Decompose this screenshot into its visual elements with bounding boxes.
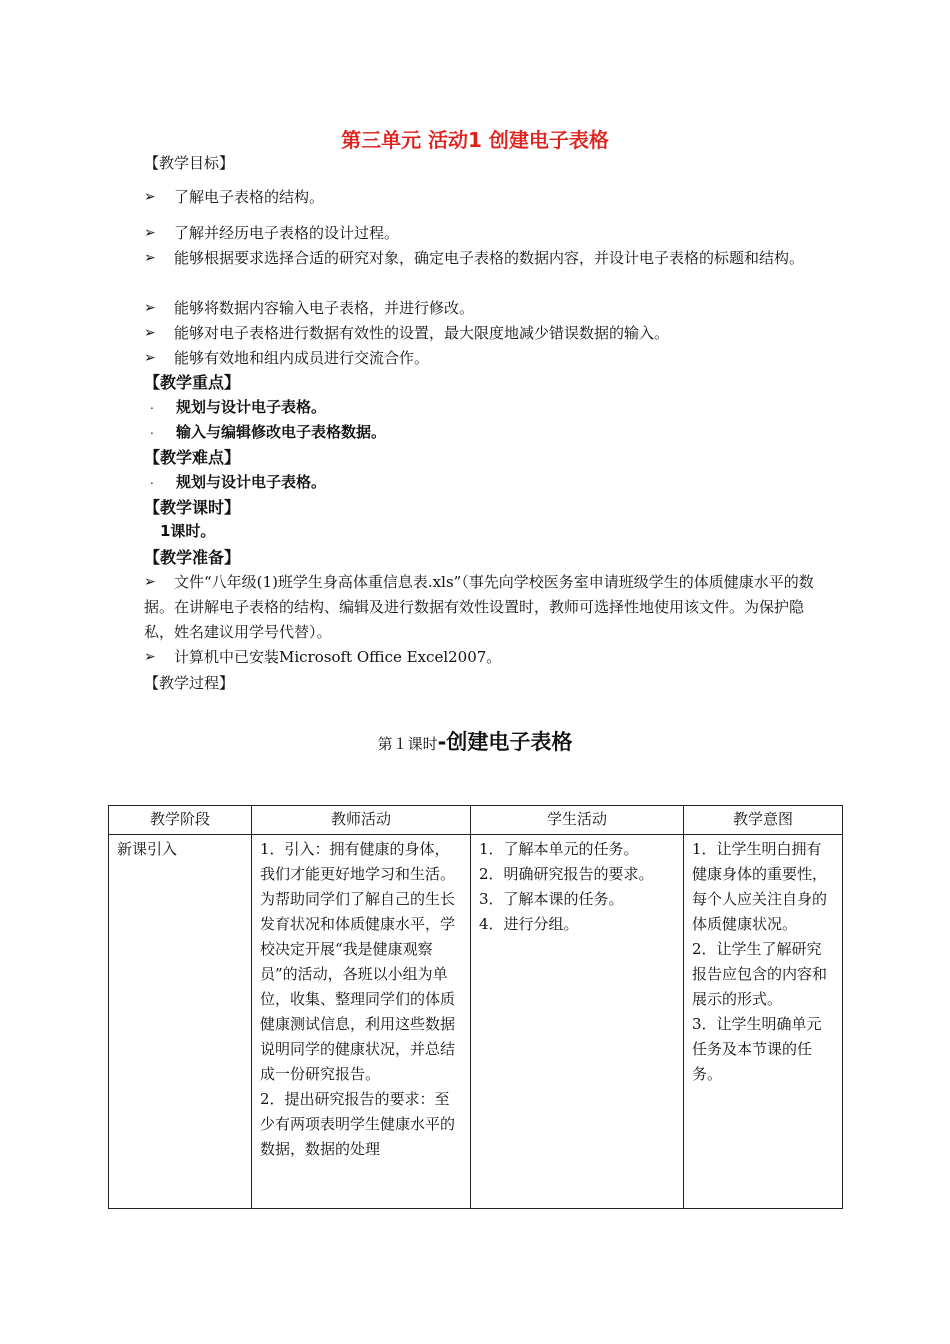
intent-line: 2．让学生了解研究报告应包含的内容和展示的形式。 — [692, 940, 828, 1008]
hours-value: 1课时。 — [160, 522, 216, 540]
goal-item: ➢ 能够对电子表格进行数据有效性的设置，最大限度地减少错误数据的输入。 — [144, 321, 814, 346]
bullet-arrow-icon: ➢ — [144, 325, 156, 341]
header-intent: 教学意图 — [684, 806, 843, 835]
focus-heading: 【教学重点】 — [144, 373, 241, 392]
header-student: 学生活动 — [471, 806, 684, 835]
student-line: 4．进行分组。 — [479, 915, 579, 933]
bullet-arrow-icon: ➢ — [144, 350, 156, 366]
header-teacher: 教师活动 — [252, 806, 471, 835]
lesson-name: -创建电子表格 — [437, 730, 573, 754]
header-stage: 教学阶段 — [109, 806, 252, 835]
teacher-line: 2．提出研究报告的要求：至少有两项表明学生健康水平的数据，数据的处理 — [260, 1090, 456, 1158]
bullet-arrow-icon: ➢ — [144, 574, 156, 590]
bullet-arrow-icon: ➢ — [144, 250, 156, 266]
student-line: 1．了解本单元的任务。 — [479, 840, 639, 858]
prep-heading: 【教学准备】 — [144, 548, 241, 567]
goal-item: ➢ 能够将数据内容输入电子表格，并进行修改。 — [144, 296, 814, 321]
bullet-arrow-icon: ➢ — [144, 189, 156, 205]
teacher-line: 1．引入：拥有健康的身体，我们才能更好地学习和生活。为帮助同学们了解自己的生长发育状况和体质健康水平，学校决定开展“我是健康观察员”的活动，各班以小组为单位，收集、整理同学们的体质健康测试信息，利用这些数据说明同学的健康状况，并总结成一份研究报告。 — [260, 840, 456, 1083]
bullet-arrow-icon: ➢ — [144, 300, 156, 316]
hours-heading: 【教学课时】 — [144, 498, 241, 517]
bullet-arrow-icon: ➢ — [144, 649, 156, 665]
cell-student — [471, 835, 684, 1209]
goal-item: ➢ 能够有效地和组内成员进行交流合作。 — [144, 346, 814, 371]
student-line: 2．明确研究报告的要求。 — [479, 865, 654, 883]
focus-item: 规划与设计电子表格。 — [176, 398, 327, 416]
cell-intent — [684, 835, 843, 1209]
dot-icon: . — [150, 398, 154, 412]
student-line: 3．了解本课的任务。 — [479, 890, 624, 908]
difficulty-item: 规划与设计电子表格。 — [176, 473, 327, 491]
goals-heading: 【教学目标】 — [144, 154, 235, 172]
table-header-row — [109, 806, 843, 835]
prep-item: ➢ 文件“八年级(1)班学生身高体重信息表.xls”（事先向学校医务室申请班级学生的体质健康水平的数据。在讲解电子表格的结构、编辑及进行数据有效性设置时，教师可选择性地使用该文件。为保护隐私，姓名建议用学号代替）。 — [144, 570, 814, 645]
intent-line: 1．让学生明白拥有健康身体的重要性，每个人应关注自身的体质健康状况。 — [692, 840, 828, 933]
dot-icon: . — [150, 423, 154, 437]
bullet-arrow-icon: ➢ — [144, 225, 156, 241]
goal-item: ➢ 能够根据要求选择合适的研究对象，确定电子表格的数据内容，并设计电子表格的标题和结构。 — [144, 246, 814, 271]
goal-item: ➢ 了解并经历电子表格的设计过程。 — [144, 221, 814, 246]
process-heading: 【教学过程】 — [144, 674, 235, 692]
table-row — [109, 835, 843, 1209]
lesson-title — [0, 726, 950, 756]
difficulty-heading: 【教学难点】 — [144, 448, 241, 467]
document-title: 第三单元 活动1 创建电子表格 — [341, 128, 609, 152]
dot-icon: . — [150, 473, 154, 487]
goal-item: ➢ 了解电子表格的结构。 — [144, 185, 814, 210]
intent-line: 3．让学生明确单元任务及本节课的任务。 — [692, 1015, 822, 1083]
cell-teacher — [252, 835, 471, 1209]
focus-item: 输入与编辑修改电子表格数据。 — [176, 423, 387, 441]
cell-stage: 新课引入 — [109, 835, 252, 1209]
prep-item: ➢ 计算机中已安装Microsoft Office Excel2007。 — [144, 645, 814, 670]
lesson-prefix: 第１课时 — [377, 735, 438, 753]
lesson-plan-table — [108, 805, 843, 1209]
